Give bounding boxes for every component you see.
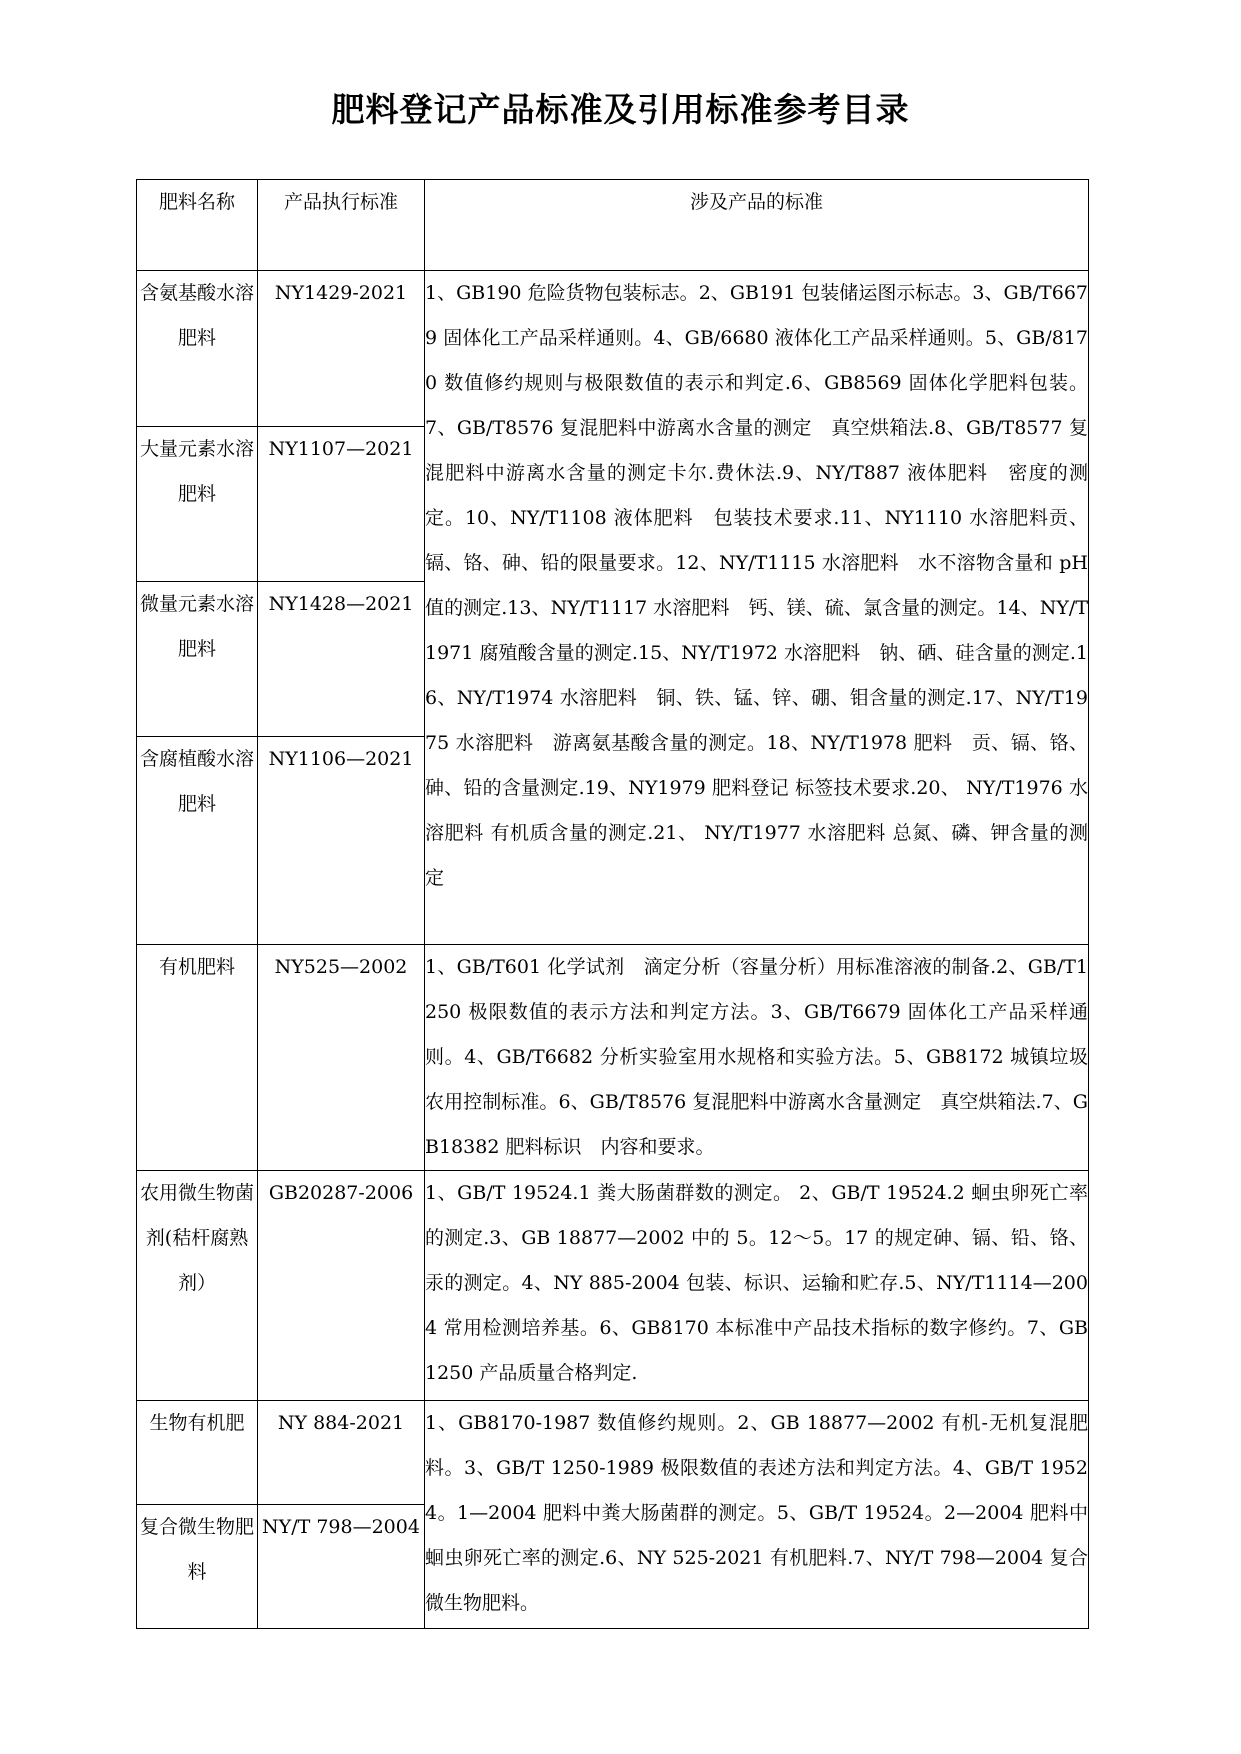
fertilizer-name: 大量元素水溶肥料: [137, 427, 258, 582]
fertilizer-name: 农用微生物菌剂(秸杆腐熟剂）: [137, 1171, 258, 1401]
referenced-standards: 1、GB190 危险货物包装标志。2、GB191 包装储运图示标志。3、GB/T6679 固体化工产品采样通则。4、GB/6680 液体化工产品采样通则。5、GB/8170 数值修约规则与极限数值的表示和判定.6、GB8569 固体化学肥料包装。7、GB/T8576 复混肥料中游离水含量的测定 真空烘箱法.8、GB/T8577 复混肥料中游离水含量的测定卡尔.费休法.9、NY/T887 液体肥料 密度的测定。10、NY/T1108 液体肥料 包装技术要求.11、NY1110 水溶肥料贡、镉、铬、砷、铅的限量要求。12、NY/T1115 水溶肥料 水不溶物含量和 pH 值的测定.13、NY/T1117 水溶肥料 钙、镁、硫、氯含量的测定。14、NY/T1971 腐殖酸含量的测定.15、NY/T1972 水溶肥料 钠、硒、硅含量的测定.16、NY/T1974 水溶肥料 铜、铁、锰、锌、硼、钼含量的测定.17、NY/T1975 水溶肥料 游离氨基酸含量的测定。18、NY/T1978 肥料 贡、镉、铬、砷、铅的含量测定.19、NY1979 肥料登记 标签技术要求.20、 NY/T1976 水溶肥料 有机质含量的测定.21、 NY/T1977 水溶肥料 总氮、磷、钾含量的测定: [425, 271, 1089, 945]
header-product-standard: 产品执行标准: [258, 180, 425, 271]
table-row: [137, 945, 1089, 1171]
product-standard: NY1106—2021: [258, 737, 425, 945]
table-header-row: [137, 180, 1089, 271]
product-standard: NY1429-2021: [258, 271, 425, 427]
fertilizer-name: 含氨基酸水溶肥料: [137, 271, 258, 427]
standards-table: [136, 179, 1089, 1629]
fertilizer-name: 有机肥料: [137, 945, 258, 1171]
fertilizer-name: 含腐植酸水溶肥料: [137, 737, 258, 945]
table-row: [137, 1171, 1089, 1401]
page-title: 肥料登记产品标准及引用标准参考目录: [331, 90, 910, 129]
fertilizer-name: 复合微生物肥料: [137, 1505, 258, 1629]
product-standard: NY/T 798—2004: [258, 1505, 425, 1629]
fertilizer-name: 微量元素水溶肥料: [137, 582, 258, 737]
header-referenced-standards: 涉及产品的标准: [425, 180, 1089, 271]
referenced-standards: 1、GB8170-1987 数值修约规则。2、GB 18877—2002 有机-无机复混肥料。3、GB/T 1250-1989 极限数值的表述方法和判定方法。4、GB/T 19524。1—2004 肥料中粪大肠菌群的测定。5、GB/T 19524。2—2004 肥料中蛔虫卵死亡率的测定.6、NY 525-2021 有机肥料.7、NY/T 798—2004 复合微生物肥料。: [425, 1401, 1089, 1629]
referenced-standards: 1、GB/T 19524.1 粪大肠菌群数的测定。 2、GB/T 19524.2 蛔虫卵死亡率的测定.3、GB 18877—2002 中的 5。12～5。17 的规定砷、镉、铅、铬、汞的测定。4、NY 885-2004 包装、标识、运输和贮存.5、NY/T1114—2004 常用检测培养基。6、GB8170 本标准中产品技术指标的数字修约。7、GB 1250 产品质量合格判定.: [425, 1171, 1089, 1401]
product-standard: NY1107—2021: [258, 427, 425, 582]
product-standard: NY 884-2021: [258, 1401, 425, 1505]
product-standard: NY525—2002: [258, 945, 425, 1171]
product-standard: GB20287-2006: [258, 1171, 425, 1401]
fertilizer-name: 生物有机肥: [137, 1401, 258, 1505]
table-row: [137, 271, 1089, 427]
table-row: [137, 1401, 1089, 1505]
header-fertilizer-name: 肥料名称: [137, 180, 258, 271]
referenced-standards: 1、GB/T601 化学试剂 滴定分析（容量分析）用标准溶液的制备.2、GB/T1250 极限数值的表示方法和判定方法。3、GB/T6679 固体化工产品采样通则。4、GB/T6682 分析实验室用水规格和实验方法。5、GB8172 城镇垃圾农用控制标准。6、GB/T8576 复混肥料中游离水含量测定 真空烘箱法.7、GB18382 肥料标识 内容和要求。: [425, 945, 1089, 1171]
product-standard: NY1428—2021: [258, 582, 425, 737]
